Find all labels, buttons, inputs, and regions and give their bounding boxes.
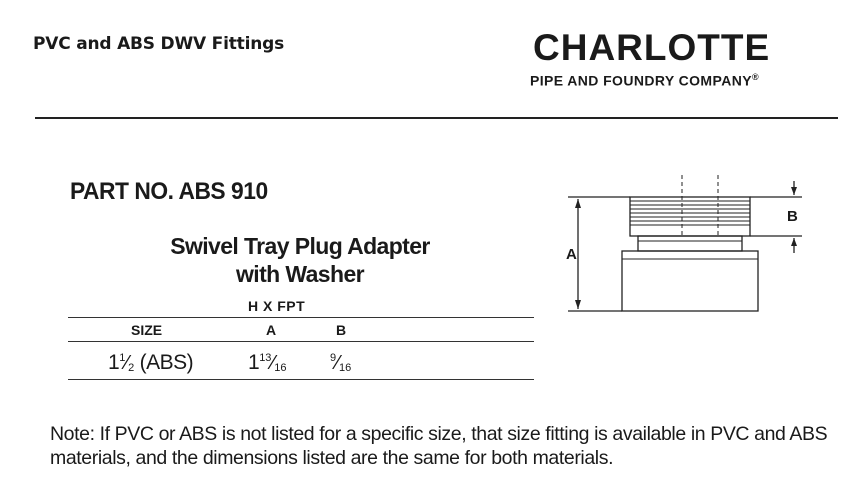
catalog-section-title: PVC and ABS DWV Fittings bbox=[33, 34, 284, 54]
product-title-line2: with Washer bbox=[235, 261, 364, 287]
table-top-rule bbox=[68, 317, 534, 318]
b-fraction: $^9$⁄16 bbox=[330, 352, 352, 374]
table-header-rule bbox=[68, 341, 534, 342]
size-numerator: 1 bbox=[119, 352, 126, 364]
thread-lines bbox=[630, 201, 750, 225]
size-fraction: $^1$⁄2 bbox=[119, 352, 135, 374]
header-divider bbox=[35, 117, 838, 119]
cell-a bbox=[248, 351, 287, 375]
dim-label-a: A bbox=[566, 246, 577, 263]
fitting-drawing bbox=[560, 175, 820, 320]
cell-b bbox=[330, 351, 351, 375]
col-header-size: SIZE bbox=[131, 322, 163, 338]
table-bottom-rule bbox=[68, 379, 534, 380]
a-denominator: 16 bbox=[274, 362, 287, 374]
cell-size bbox=[108, 351, 193, 375]
brand-logo-subtitle-text: PIPE AND FOUNDRY COMPANY bbox=[530, 72, 752, 89]
size-denominator: 2 bbox=[128, 362, 135, 374]
b-numerator: 9 bbox=[330, 352, 337, 364]
col-header-b: B bbox=[336, 322, 347, 338]
a-numerator: 13 bbox=[259, 352, 272, 364]
b-denominator: 16 bbox=[338, 362, 352, 374]
brand-logo-subtitle bbox=[530, 72, 759, 89]
a-fraction: $^{13}$⁄16 bbox=[259, 352, 287, 374]
part-number: PART NO. ABS 910 bbox=[70, 178, 268, 205]
col-header-a: A bbox=[266, 322, 277, 338]
hub-section bbox=[622, 251, 758, 311]
product-title-line1: Swivel Tray Plug Adapter bbox=[170, 233, 430, 259]
availability-note: Note: If PVC or ABS is not listed for a specific size, that size fitting is available in PVC and ABS materials, and the dimensions listed are the same for both materials. bbox=[50, 423, 828, 469]
brand-logo-name: CHARLOTTE bbox=[533, 27, 771, 68]
registered-mark: ® bbox=[751, 72, 759, 82]
connection-type: H X FPT bbox=[248, 298, 306, 314]
dim-label-b: B bbox=[787, 208, 798, 225]
size-suffix: (ABS) bbox=[134, 351, 194, 374]
a-whole: 1 bbox=[248, 351, 260, 374]
size-whole: 1 bbox=[108, 351, 120, 374]
neck-section bbox=[638, 236, 742, 251]
product-title bbox=[140, 232, 460, 288]
